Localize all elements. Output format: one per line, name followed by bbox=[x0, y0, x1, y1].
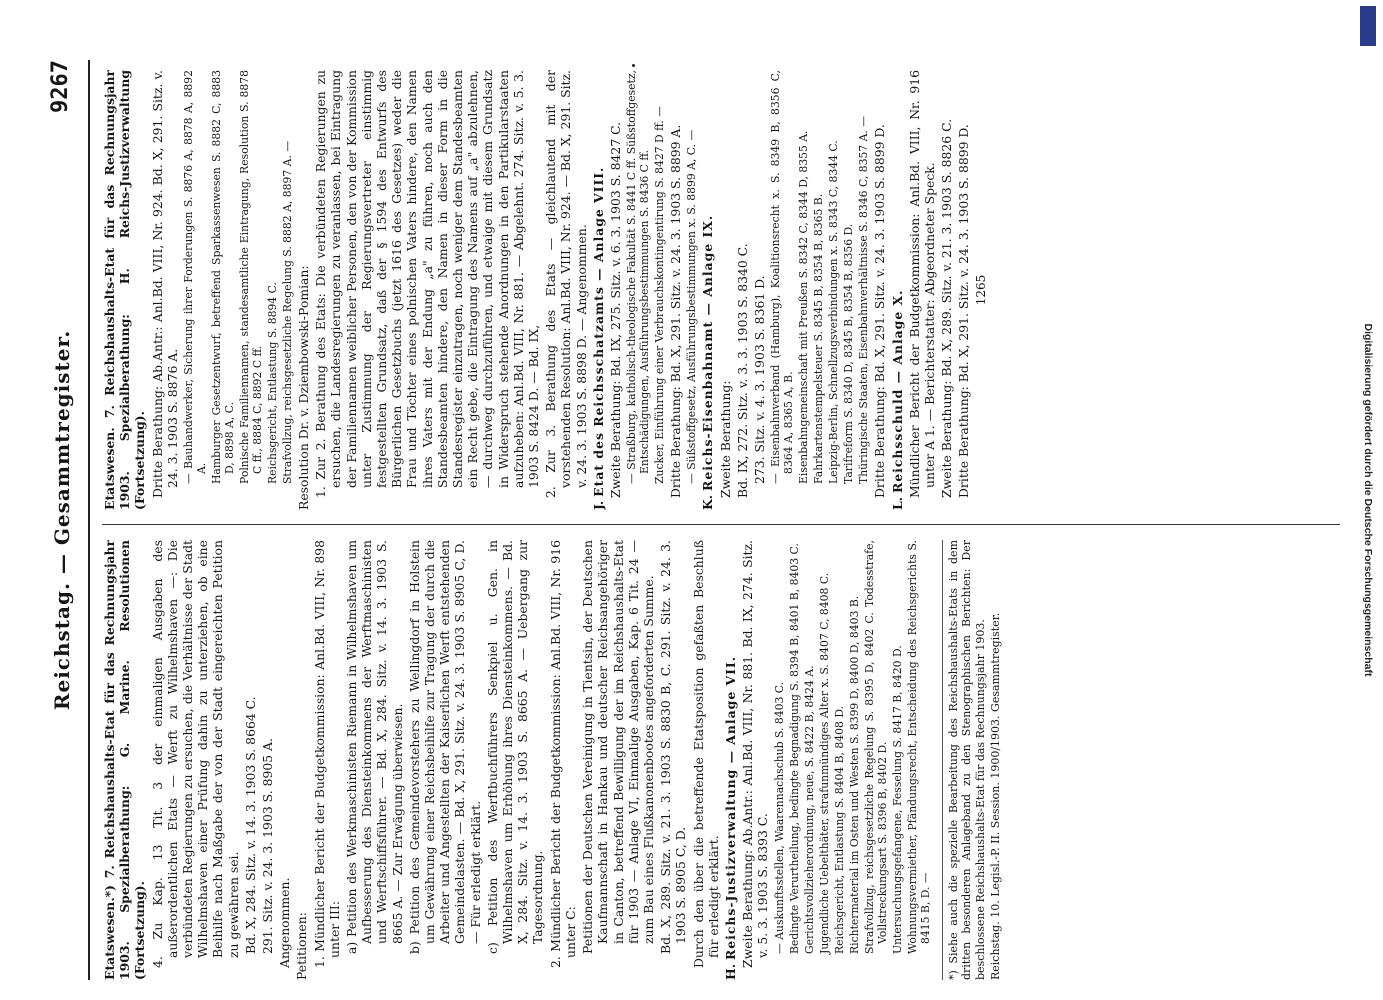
petition-tientsin: Petitionen der Deutschen Vereinigung in Tientsin, der Deutschen Kaufmannschaft in Hankau und deutscher Reichsangehöriger in Canton, betreffend Bewilligung der im Reichshaushalts-Etat für 1903 — Anlage VI, Einmalige Ausgaben, Kap. 6 Tit. 24 — zum Bau eines Flußkanonenbootes angeforderten Summe. bbox=[580, 540, 656, 954]
section-j-heading bbox=[591, 70, 606, 510]
resolution-heading: Resolution Dr. v. Dziembowski-Pomian: bbox=[296, 265, 312, 510]
topic-entry: — Bauhandwerker, Sicherung ihrer Forderungen S. 8876 A, 8878 A, 8892 A. bbox=[182, 70, 209, 484]
third-reading: Dritte Berathung: Bd. X, 291. Sitz. v. 24. 3. 1903 S. 8899 A. bbox=[668, 124, 684, 498]
page-number: 9267 bbox=[48, 60, 73, 113]
section-title: Reichsschuld — Anlage X. bbox=[889, 289, 905, 494]
topic-entry: Wohnungsvermiether, Pfändungsrecht, Entscheidung des Reichsgerichts S. 8415 B, D. — bbox=[905, 540, 932, 954]
section-letter: H. bbox=[722, 963, 738, 980]
petition-c: c) Petition des Werftbuchführers Senkpiel u. Gen. in Wilhelmshaven um Erhöhung ihres Diensteinkommens. — Bd. X, 284. Sitz. v. 14. 3. 1903 S. 8665 A. — Uebergang zur Tagesordnung. bbox=[484, 540, 546, 954]
topic-entry: Leipzig-Berlin, Schnellzugsverbindungen x. S. 8343 C, 8344 C. bbox=[827, 140, 841, 484]
topic-entry: Hamburger Gesetzentwurf, betreffend Sparkassenwesen S. 8882 C, 8883 D, 8898 A, C. bbox=[210, 70, 237, 484]
print-speck bbox=[632, 64, 635, 67]
report-1: 1. Mündlicher Bericht der Budgetkommission: Anl.Bd. VIII, Nr. 898 unter III: bbox=[311, 540, 342, 968]
topic-entry: Tarifreform S. 8340 D, 8345 B, 8354 B, 8356 D. bbox=[842, 223, 856, 484]
topic-entry: Jugendliche Uebelthäter, strafunmündiges Alter x. S. 8407 C, 8408 C. bbox=[817, 572, 831, 954]
petition-a: a) Petition des Werkmaschinisten Riemann in Wilhelmshaven um Aufbesserung des Diensteinkommens der Werftmaschinisten und Werftschiffsführer. — Bd. X, 284. Sitz. v. 14. 3. 1903 S. 8665 A. — Zur Erwägung überwiesen. bbox=[344, 540, 405, 954]
folio-number: 1265 bbox=[973, 274, 988, 306]
citation: Bd. X, 284. Sitz. v. 14. 3. 1903 S. 8664 C. bbox=[242, 696, 258, 954]
section-l-heading bbox=[890, 70, 905, 510]
section-letter: K. bbox=[700, 494, 716, 510]
topic-entry: Bedingte Verurtheilung, bedingte Begnadigung S. 8394 B, 8401 B, 8403 C. bbox=[787, 543, 801, 954]
oral-report: Mündlicher Bericht der Budgetkommission: Anl.Bd. VIII, Nr. 916 unter A 1. — Berichterstatter: Abgeordneter Speck. bbox=[906, 70, 937, 498]
topic-entry: Strafvollzug, reichsgesetzliche Regelung S. 8882 A, 8897 A. — bbox=[281, 140, 295, 484]
citation: Bd. IX, 272. Sitz. v. 3. 3. 1903 S. 8340 C. bbox=[734, 243, 750, 498]
third-reading: Dritte Berathung: Ab.Antr.: Anl.Bd. VIII, Nr. 924. Bd. X, 291. Sitz. v. 24. 3. 1903 S. 8876 A. bbox=[149, 70, 180, 498]
section-letter: J. bbox=[590, 500, 606, 510]
second-reading: Zweite Berathung: Bd. X, 289. Sitz. v. 21. 3. 1903 S. 8826 C. bbox=[939, 118, 955, 498]
topic-entry: Strafvollzug, reichsgesetzliche Regelung S. 8395 D, 8402 C. Todesstrafe, Vollstreckungsart S. 8396 B, 8402 D. bbox=[862, 540, 889, 954]
right-column bbox=[102, 70, 1340, 510]
digitization-credit: Digitalisierung gefördert durch die Deutsche Forschungsgemeinschaft bbox=[1362, 323, 1374, 677]
section-h-heading bbox=[723, 540, 738, 980]
topic-entry: — Auskunftsstellen, Waarennachschub S. 8403 C. bbox=[772, 681, 786, 954]
petitions-heading: Petitionen: bbox=[294, 912, 310, 980]
second-reading: Zweite Berathung: bbox=[717, 380, 733, 498]
section-title: Etat des Reichsschatzamts — Anlage VIII. bbox=[590, 166, 606, 497]
topic-entry: Eisenbahngemeinschaft mit Preußen S. 8342 C, 8344 D, 8355 A. bbox=[797, 130, 811, 484]
running-head: Reichstag. — Gesammtregister. bbox=[50, 329, 74, 711]
report-2: 2. Mündlicher Bericht der Budgetkommission: Anl.Bd. VIII, Nr. 916 unter C: bbox=[547, 540, 578, 968]
topic-entry: Zucker, Einführung einer Verbrauchskontingentirung S. 8427 D ff. — bbox=[653, 105, 667, 484]
third-reading: Dritte Berathung: Bd. X, 291. Sitz. v. 24. 3. 1903 S. 8899 D. bbox=[872, 124, 888, 498]
topic-entry: Reichsgericht, Entlastung S. 8894 C. bbox=[266, 282, 280, 484]
column-divider bbox=[102, 524, 1340, 525]
topic-entry: Thüringische Staaten, Eisenbahnverhältnisse S. 8346 C, 8357 A. — bbox=[857, 115, 871, 484]
header-rule bbox=[88, 60, 90, 980]
resolution-2: 2. Zur 3. Berathung des Etats — gleichlautend mit der vorstehenden Resolution: Anl.Bd. VIII, Nr. 924. — Bd. X, 291. Sitz. v. 24. 3. 1903 S. 8898 D. — Angenommen. bbox=[543, 70, 589, 498]
topic-entry: Reichsgericht, Entlastung S. 8404 B, 8408 D. bbox=[832, 705, 846, 954]
topic-entry: Richtermaterial im Osten und Westen S. 8399 D, 8400 D, 8403 B. bbox=[847, 595, 861, 954]
footnote-session: Reichstag. 10. Legisl.-P. II. Session. 1900/1903. Gesammtregister. bbox=[989, 612, 1003, 980]
result: Angenommen. bbox=[277, 877, 293, 968]
topic-entry: — Süßstoffgesetz, Ausführungsbestimmungen x. S. 8899 A, C. — bbox=[685, 129, 699, 484]
petition-b: b) Petition des Gemeindevorstehers zu Wellingdorf in Holstein um Gewährung einer Reichsbeihilfe zur Tragung der durch die Arbeiter und Angestellten der Kaiserlichen Werft entstehenden Gemeindelasten. — Bd. X, 291. Sitz. v. 24. 3. 1903 S. 8905 C, D. — Für erledigt erklärt. bbox=[406, 540, 483, 954]
footnote-text: *) Siehe auch die spezielle Bearbeitung des Reichshaushalts-Etats in dem dritten besonderen Anlageband zu den Stenographischen Berichten: Der beschlossene Reichshaushalts-Etat für das Rechnungsjahr 1903. bbox=[946, 540, 987, 980]
topic-entry: Fahrkartenstempelsteuer S. 8345 B, 8354 B, 8365 B. bbox=[812, 193, 826, 484]
citation: 291. Sitz. v. 24. 3. 1903 S. 8905 A. bbox=[260, 738, 276, 954]
right-heading: Etatswesen. 7. Reichshaushalts-Etat für das Rechnungsjahr 1903. Spezialberathung: H. Reichs-Justizverwaltung (Fortsetzung). bbox=[102, 70, 148, 510]
citation: Bd. X, 289. Sitz. v. 21. 3. 1903 S. 8830 B, C. 291. Sitz. v. 24. 3. 1903 S. 8905 C, D. bbox=[658, 540, 689, 954]
topic-entry: Gerichtsvollzieherordnung, neue, S. 8422 B, 8424 A. bbox=[802, 665, 816, 954]
topic-entry: Polnische Familiennamen, standesamtliche Eintragung, Resolution S. 8878 C ff., 8884 C, 8892 C ff. bbox=[238, 70, 265, 484]
second-reading: Zweite Berathung: Bd. IX, 275. Sitz. v. 6. 3. 1903 S. 8427 C. bbox=[608, 121, 624, 498]
register-page bbox=[40, 40, 1360, 1000]
topic-entry: Untersuchungsgefangene, Fesselung S. 8417 B, 8420 D. bbox=[890, 645, 904, 954]
section-title: Reichs-Eisenbahnamt — Anlage IX. bbox=[700, 214, 716, 491]
topic-entry: — Eisenbahnverband (Hamburg), Koalitionsrecht x. S. 8349 B, 8356 C, 8364 A, 8365 A, B. bbox=[769, 70, 796, 484]
dfg-logo: DFG bbox=[1360, 6, 1376, 46]
third-reading: Dritte Berathung: Bd. X, 291. Sitz. v. 24. 3. 1903 S. 8899 D. bbox=[956, 124, 972, 498]
left-column bbox=[102, 540, 1340, 980]
section-title: Reichs-Justizverwaltung — Anlage VII. bbox=[722, 655, 738, 961]
footnote bbox=[942, 540, 1003, 980]
resolution-1: 1. Zur 2. Berathung des Etats: Die verbündeten Regierungen zu ersuchen, die Landesregierungen zu veranlassen, bei Eintragung der Familiennamen weiblicher Personen, den von der Kommission unter Zustimmung der Regierungsvertreter einstimmig festgestellten Grundsatz, daß der § 1594 des Entwurfs des Bürgerlichen Gesetzbuchs (jetzt 1616 des Gesetzes) weder die Frau und Töchter eines polnischen Vaters hindere, den Namen ihres Vaters mit der Endung „a" zu führen, noch auch den Standesbeamten hindere, den Namen in dieser Form in die Standesregister einzutragen, noch weniger dem Standesbeamten ein Recht gebe, die Eintragung des Namens auf „a" abzulehnen, — durchweg durchzuführen, und etwaige mit diesem Grundsatz in Widerspruch stehende Anordnungen in den Partikularstaaten aufzuheben: Anl.Bd. VIII, Nr. 881. — Abgelehnt. 274. Sitz. v. 5. 3. 1903 S. 8424 D. — Bd. IX, bbox=[313, 70, 542, 498]
section-letter: L. bbox=[889, 496, 905, 510]
resolution-4: 4. Zu Kap. 13 Tit. 3 der einmaligen Ausgaben des außerordentlichen Etats — Werft zu Wilhelmshaven —: Die verbündeten Regierungen zu ersuchen, die Verhältnisse der Stadt Wilhelmshaven einer Prüfung dahin zu unterziehen, ob eine Beihilfe nach Maßgabe der von der Stadt eingereichten Petition zu gewähren sei. bbox=[149, 540, 241, 968]
topic-entry: — Straßburg, katholisch-theologische Fakultät S. 8441 C ff. Süßstoffgesetz, Entschädigungen, Ausführungsbestimmungen S. 8436 C ff. bbox=[625, 70, 652, 484]
result: Durch den über die betreffende Etatsposition gefaßten Beschluß für erledigt erklärt. bbox=[690, 540, 721, 968]
left-heading: Etatswesen.*) 7. Reichshaushalts-Etat für das Rechnungsjahr 1903. Spezialberathung: G. Marine. Resolutionen (Fortsetzung). bbox=[102, 540, 148, 980]
section-k-heading bbox=[700, 70, 715, 510]
citation: 273. Sitz. v. 4. 3. 1903 S. 8361 D. bbox=[752, 275, 768, 484]
second-reading: Zweite Berathung: Ab.Antr.: Anl.Bd. VIII, Nr. 881. Bd. IX, 274. Sitz. v. 5. 3. 1903 S. 8393 C. bbox=[740, 540, 771, 968]
